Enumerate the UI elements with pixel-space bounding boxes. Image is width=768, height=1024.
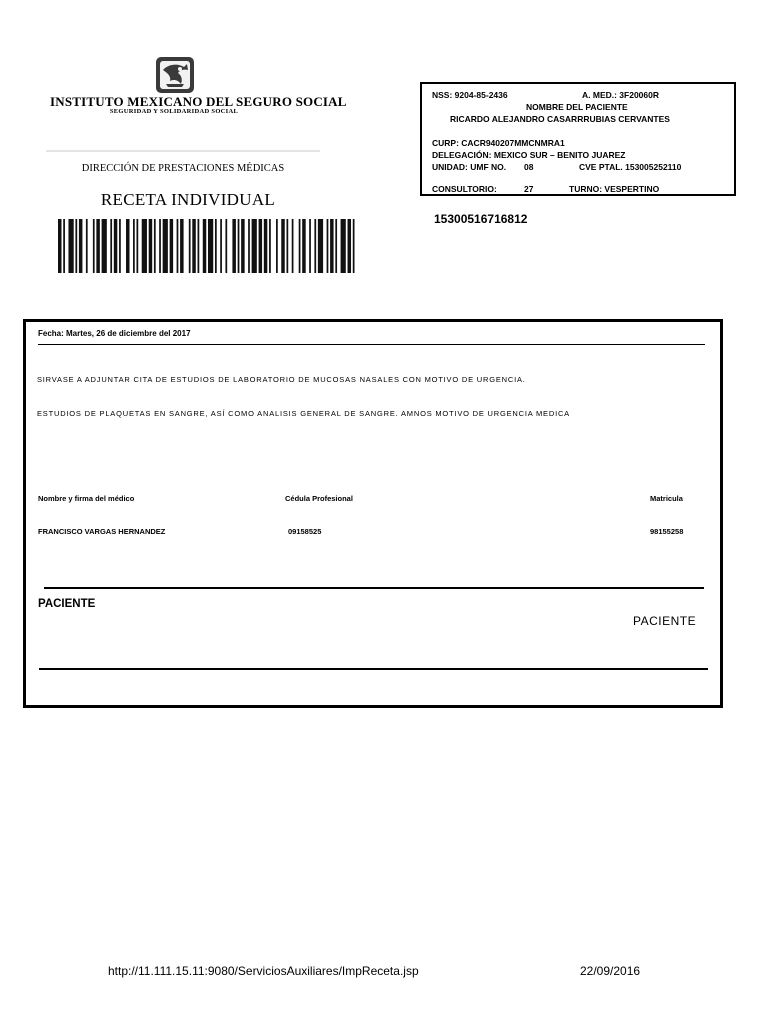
header-divider: [46, 150, 320, 152]
patient-name-label: NOMBRE DEL PACIENTE: [526, 102, 628, 112]
cedula-value: 09158525: [288, 527, 322, 536]
doctor-name: FRANCISCO VARGAS HERNANDEZ: [38, 527, 166, 536]
patient-name: RICARDO ALEJANDRO CASARRRUBIAS CERVANTES: [450, 114, 670, 124]
document-title: RECETA INDIVIDUAL: [100, 190, 276, 209]
barcode-icon: [58, 219, 358, 273]
institution-name: INSTITUTO MEXICANO DEL SEGURO SOCIAL: [50, 94, 347, 109]
date-underline: [38, 344, 705, 345]
a-med-value: A. MED.: 3F20060R: [582, 90, 659, 100]
delegacion-value: DELEGACIÓN: MEXICO SUR – BENITO JUAREZ: [432, 150, 626, 160]
imss-eagle-logo-icon: [154, 56, 196, 94]
consultorio-number: 27: [524, 184, 534, 194]
nss-value: NSS: 9204-85-2436: [432, 90, 508, 100]
paciente-label-right: PACIENTE: [633, 614, 697, 628]
unidad-label: UNIDAD: UMF NO.: [432, 162, 507, 172]
direction-name: DIRECCIÓN DE PRESTACIONES MÉDICAS: [81, 163, 285, 174]
consultorio-label: CONSULTORIO:: [432, 184, 497, 194]
institution-subtitle: SEGURIDAD Y SOLIDARIDAD SOCIAL: [109, 108, 239, 115]
turno-value: TURNO: VESPERTINO: [569, 184, 660, 194]
footer-date: 22/09/2016: [580, 964, 641, 978]
prescription-box: [23, 319, 723, 708]
matricula-value: 98155258: [650, 527, 684, 536]
curp-value: CURP: CACR940207MMCNMRA1: [432, 138, 565, 148]
unidad-number: 08: [524, 162, 534, 172]
paciente-label-left: PACIENTE: [38, 598, 96, 610]
prescription-line-1: SIRVASE A ADJUNTAR CITA DE ESTUDIOS DE LABORATORIO DE MUCOSAS NASALES CON MOTIVO DE URGENCIA.: [37, 375, 526, 384]
footer-url: http://11.111.15.11:9080/ServiciosAuxiliares/ImpReceta.jsp: [108, 964, 419, 978]
prescription-line-2: ESTUDIOS DE PLAQUETAS EN SANGRE, ASÍ COMO ANALISIS GENERAL DE SANGRE. AMNOS MOTIVO DE URGENCIA MEDICA: [37, 409, 570, 418]
patient-signature-line: [39, 668, 708, 670]
patient-info-box: [420, 82, 736, 196]
matricula-label: Matricula: [650, 494, 683, 503]
prescription-date: Fecha: Martes, 26 de diciembre del 2017: [38, 329, 191, 338]
cve-ptal-value: CVE PTAL. 153005252110: [579, 162, 682, 172]
folio-number: 15300516716812: [434, 212, 528, 226]
signature-line: [44, 587, 704, 589]
cedula-label: Cédula Profesional: [285, 494, 353, 503]
doctor-label: Nombre y firma del médico: [38, 494, 135, 503]
